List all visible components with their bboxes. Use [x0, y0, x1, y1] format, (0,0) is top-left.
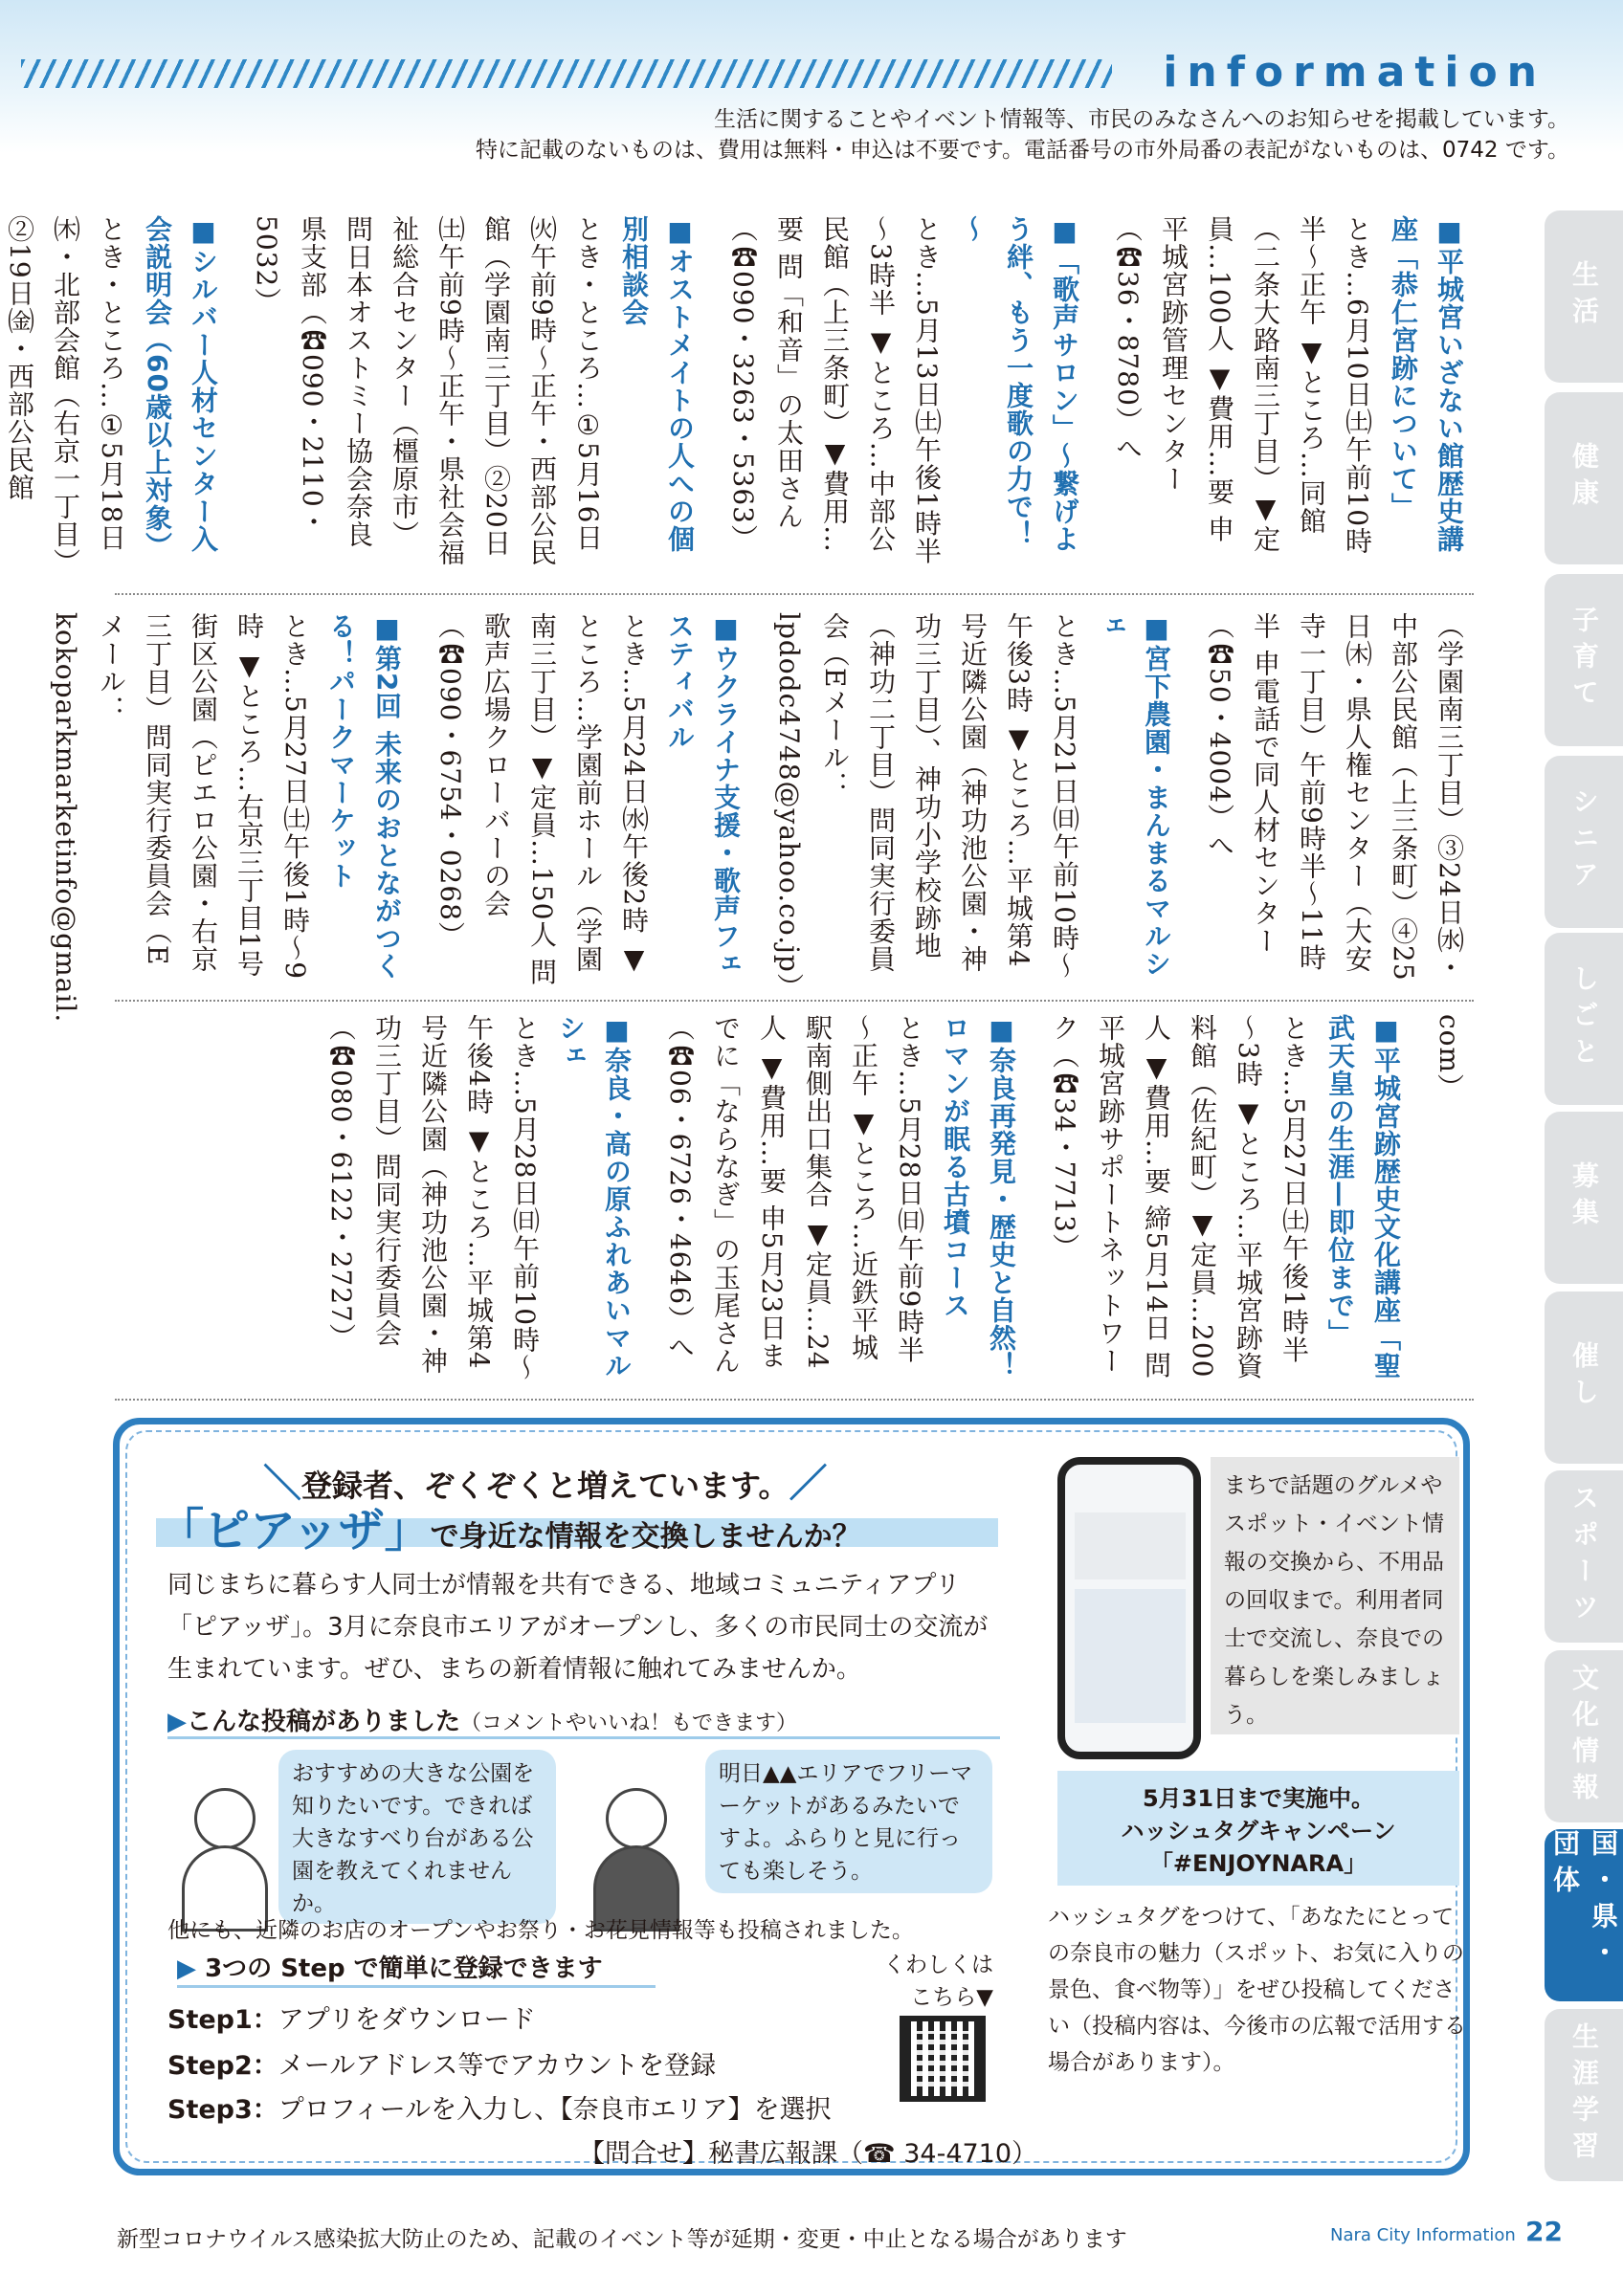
article-body: とき・ところ…①5月16日㈫午前9時～正午・西部公民館（学園南三丁目）②20日㈯午前9時～正午・県社会福祉総合センター（橿原市）問日本オストミー協会奈良県支部（☎090・2110・5032） — [251, 215, 604, 566]
tab-events[interactable] — [1545, 1292, 1623, 1464]
article-heading: ■ ウクライナ支援・歌声フェスティバル — [664, 612, 742, 978]
posts-heading — [167, 1702, 797, 1737]
contact-info: 【問合せ】秘書広報課（☎ 34-4710） — [579, 2139, 1038, 2169]
step-label: Step3： — [167, 2095, 278, 2125]
article — [0, 215, 226, 569]
speech-bubble-1: おすすめの大きな公園を知りたいです。できれば大きなすべり台がある公園を教えてくれませんか。 — [278, 1750, 556, 1924]
step-2 — [167, 2044, 716, 2082]
article-continued — [1426, 1014, 1472, 1387]
article-body: とき…5月28日㈰午前10時～午後4時 ▼ところ…平城第4号近隣公園（神功池公園・神功三丁目）問同実行委員会（☎080・6122・2727） — [325, 1014, 541, 1382]
article — [243, 215, 702, 569]
tab-national-prefecture-groups[interactable] — [1545, 1829, 1623, 2001]
tab-label: 募集 — [1568, 1161, 1600, 1234]
piazza-title — [158, 1493, 861, 1559]
article-body: とき…5月27日㈯午後1時半～3時 ▼ところ…平城宮跡資料館（佐紀町）▼定員…200人 ▼費用…要 締5月14日 問平城宮跡サポートネットワーク（☎34・7713） — [1049, 1014, 1310, 1380]
heading-underline — [177, 1985, 656, 1988]
campaign-title: ハッシュタグキャンペーン — [1121, 1818, 1396, 1844]
slash-decoration: ＼ — [263, 1462, 301, 1506]
step-label: Step2： — [167, 2051, 278, 2081]
tab-lifelong-learning[interactable] — [1545, 2009, 1623, 2181]
tab-life[interactable] — [1545, 210, 1623, 383]
footer-note: 新型コロナウイルス感染拡大防止のため、記載のイベント等が延期・変更・中止となる場合があります — [117, 2227, 1127, 2252]
title-rest: で身近な情報を交換しませんか？ — [430, 1520, 861, 1554]
tab-label: 催し — [1568, 1341, 1600, 1414]
articles-row-1 — [4, 215, 1472, 569]
piazza-feature-box — [113, 1418, 1470, 2175]
divider — [115, 1000, 1474, 1002]
tab-label: 子育て — [1568, 606, 1600, 715]
article-body: とき…5月21日㈰午前10時～午後3時 ▼ところ…平城第4号近隣公園（神功池公園・神功三丁目）、神功小学校跡地（神功二丁目）問同実行委員会（Eメール：lpdodc4748@yahoo.co.jp） — [773, 612, 1080, 1001]
posts-note: （コメントやいいね！もできます） — [460, 1711, 798, 1735]
tab-label: 生活 — [1568, 260, 1600, 333]
tab-label: しごと — [1568, 964, 1600, 1073]
triangle-icon: ▶ — [177, 1954, 196, 1983]
article — [656, 1014, 1024, 1387]
article-heading: ■ 奈良再発見・歴史と自然！ロマンが眠る古墳コース — [940, 1014, 1017, 1380]
step-text: アプリをダウンロード — [278, 2005, 536, 2035]
catch-text: 登録者、ぞくぞくと増えています。 — [301, 1468, 789, 1504]
article-heading: ■ 宮下農園・まんまるマルシェ — [1095, 612, 1172, 978]
steps-heading — [177, 1949, 603, 1984]
article-heading: ■ オストメイトの人への個別相談会 — [618, 215, 696, 553]
head-shape — [606, 1788, 667, 1849]
article — [1041, 1014, 1409, 1387]
article-body: とき…5月13日㈯午後1時半～3時半 ▼ところ…中部公民館（上三条町）▼費用…要 問「和音」の太田さん（☎090・3263・5363） — [727, 215, 943, 565]
articles-row-2 — [50, 612, 1472, 1024]
divider — [115, 1399, 1474, 1401]
tab-label: スポーツ — [1568, 1484, 1600, 1629]
step-text: メールアドレス等でアカウントを登録 — [278, 2051, 717, 2081]
head-shape — [194, 1788, 256, 1849]
article-body: とき…5月24日㈬午後2時 ▼ところ…学園前ホール（学園南三丁目）▼定員…150人 問歌声広場クローバーの会（☎090・6754・0268） — [434, 612, 650, 986]
phone-screen-block — [1075, 1512, 1186, 1579]
article-heading: ■ 平城宮いざない館歴史講座「恭仁宮跡について」 — [1388, 215, 1465, 553]
tab-sports[interactable] — [1545, 1470, 1623, 1643]
qr-code-icon[interactable] — [900, 2016, 986, 2102]
qr-label — [883, 1949, 993, 2014]
phone-screen-block — [1075, 1589, 1186, 1723]
man-illustration — [589, 1788, 684, 1932]
article — [318, 1014, 639, 1387]
article-body: とき…5月28日㈰午前9時半～正午 ▼ところ…近鉄平城駅南側出口集合 ▼定員…24人 ▼費用…要 申5月23日までに「ならなぎ」の玉尾さん（☎06・6726・4646）へ — [664, 1014, 925, 1375]
article-continued — [1196, 612, 1472, 990]
step-3 — [167, 2088, 832, 2126]
other-posts-note: 他にも、近隣のお店のオープンやお祭り・お花見情報等も投稿されました。 — [167, 1918, 914, 1943]
page-number: 22 — [1525, 2216, 1563, 2247]
article-heading: ■ 奈良・高の原ふれあいマルシェ — [555, 1014, 633, 1380]
smartphone-icon — [1057, 1457, 1201, 1759]
tab-label: 文化情報 — [1568, 1664, 1600, 1809]
divider — [115, 593, 1474, 595]
step-label: Step1： — [167, 2005, 278, 2035]
footer-brand: Nara City Information — [1330, 2225, 1516, 2245]
article-body: com） — [1434, 1014, 1465, 1102]
header-intro-2: 特に記載のないものは、費用は無料・申込は不要です。電話番号の市外局番の表記がないものは、0742 です。 — [475, 138, 1569, 163]
article-body: とき…5月27日㈯午後1時～9時 ▼ところ…右京三丁目1号街区公園（ピエロ公園・右京三丁目）問同実行委員会（Eメール：kokoparkmarketinfo@gmail. — [50, 612, 311, 1024]
article — [766, 612, 1179, 1001]
posts-heading-text: こんな投稿がありました — [187, 1708, 461, 1736]
header-intro-1: 生活に関することやイベント情報等、市民のみなさんへのお知らせを掲載しています。 — [713, 107, 1569, 132]
article-heading: ■ 第2回 未来のおとながつくる！パークマーケット — [325, 612, 403, 980]
step-text: プロフィールを入力し、【奈良市エリア】を選択 — [278, 2095, 832, 2125]
article — [427, 612, 748, 990]
article-heading: ■ シルバー人材センター入会説明会（60歳以上対象） — [142, 215, 219, 560]
title-app-name: 「ピアッザ」 — [158, 1504, 431, 1557]
article — [720, 215, 1087, 569]
article-body: （学園南三丁目）③24日㈬・中部公民館（上三条町）④25日㈭・県人権センター（大安寺一丁目）午前9時半～11時半 申電話で同人材センター（☎50・4004）へ — [1204, 612, 1465, 982]
qr-label-line-1: くわしくは — [883, 1953, 993, 1977]
page-title: information — [1163, 48, 1546, 97]
tab-childcare[interactable] — [1545, 574, 1623, 746]
speech-bubble-2: 明日▲▲エリアでフリーマーケットがあるみたいですよ。ふらりと見に行っても楽しそう。 — [705, 1750, 992, 1893]
tab-label: 健康 — [1568, 442, 1600, 515]
article-heading: ■ 平城宮跡歴史文化講座「聖武天皇の生涯—即位まで」 — [1324, 1014, 1402, 1380]
heading-underline — [167, 1736, 1000, 1739]
tab-culture[interactable] — [1545, 1650, 1623, 1822]
tab-work[interactable] — [1545, 933, 1623, 1105]
tab-recruit[interactable] — [1545, 1112, 1623, 1284]
tab-label: 生涯学習 — [1568, 2022, 1600, 2168]
slash-decoration: ／ — [789, 1462, 828, 1506]
campaign-description: ハッシュタグをつけて、「あなたにとっての奈良市の魅力（スポット、お気に入りの景色、食べ物等）」をぜひ投稿してください（投稿内容は、今後市の広報で活用する場合があります）。 — [1048, 1905, 1466, 2075]
campaign-banner — [1057, 1771, 1459, 1886]
article-body: とき…6月10日㈯午前10時半～正午 ▼ところ…同館（二条大路南三丁目）▼定員…100人 ▼費用…要 申平城宮跡管理センター（☎36・8780）へ — [1112, 215, 1373, 556]
qr-label-line-2: こちら▼ — [910, 1985, 993, 2010]
header-stripes — [21, 59, 1112, 88]
woman-illustration — [177, 1788, 273, 1932]
triangle-icon: ▶ — [167, 1708, 187, 1736]
tab-health[interactable] — [1545, 392, 1623, 564]
app-description: まちで話題のグルメやスポット・イベント情報の交換から、不用品の回収まで。利用者同士で交流し、奈良での暮らしを楽しみましょう。 — [1211, 1457, 1459, 1734]
article-body: とき・ところ…①5月18日㈭・北部会館（右京一丁目）②19日㈮・西部公民館 — [4, 215, 127, 563]
article-heading: ■ 「歌声サロン」～繋げよう絆、もう一度歌の力で！～ — [957, 215, 1080, 553]
step-1 — [167, 1998, 536, 2036]
tab-label: 国・県・団体 — [1549, 1829, 1619, 1975]
campaign-hashtag: 「#ENJOYNARA」 — [1149, 1850, 1367, 1877]
articles-row-3 — [144, 1014, 1472, 1387]
tab-senior[interactable] — [1545, 756, 1623, 928]
steps-heading-text: 3つの Step で簡単に登録できます — [205, 1954, 603, 1983]
tab-label: シニア — [1568, 787, 1600, 896]
piazza-intro: 同じまちに暮らす人同士が情報を共有できる、地域コミュニティアプリ「ピアッザ」。3月に奈良市エリアがオープンし、多くの市民同士の交流が生まれています。ぜひ、まちの新着情報に触れてみませんか。 — [167, 1571, 989, 1684]
campaign-period: 5月31日まで実施中。 — [1142, 1785, 1375, 1812]
article — [1104, 215, 1472, 569]
article — [42, 612, 410, 1024]
